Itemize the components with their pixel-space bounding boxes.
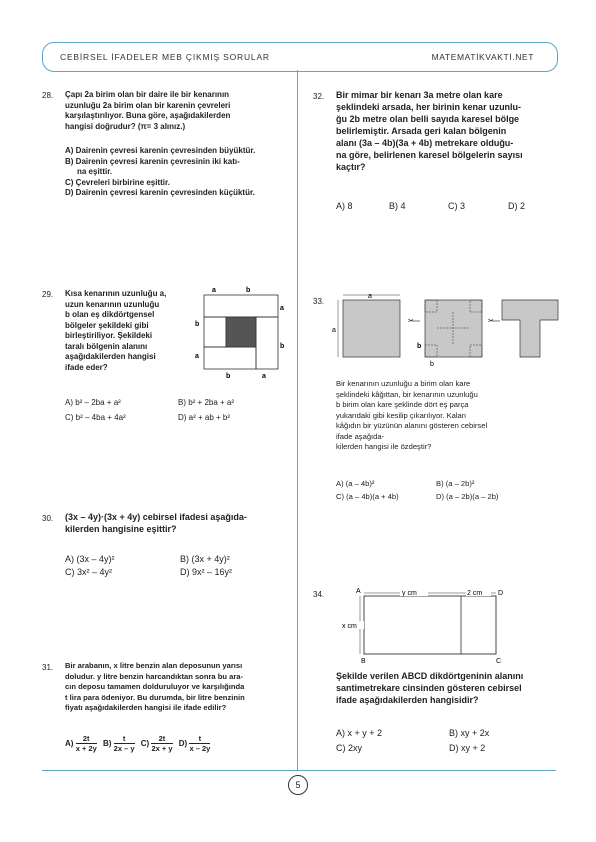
- q29-option-c[interactable]: C) b² – 4ba + 4a²: [65, 413, 126, 422]
- q34-vertex-a: A: [356, 588, 361, 595]
- q29-line: aşağıdakilerden hangisi: [65, 352, 156, 361]
- q33-line: yukarıdaki gibi kesilip çıkarılıyor. Kalan: [336, 410, 466, 420]
- q32-line: ğu 2b metre olan belli sayıda karesel bölge: [336, 114, 520, 124]
- q31-option-c[interactable]: [140, 734, 173, 753]
- svg-text:✂: ✂: [488, 318, 494, 325]
- q31-line: Bir arabanın, x litre benzin alan deposunun yarısı: [65, 661, 243, 670]
- q30-stem: [65, 511, 290, 535]
- q29-option-a[interactable]: A) b² – 2ba + a²: [65, 398, 121, 407]
- q31-option-label: D): [178, 738, 188, 748]
- q33-line: kâğıdın bir yüzünün alanını gösteren cebirsel: [336, 421, 488, 430]
- q31-fraction: [189, 734, 210, 753]
- q31-denominator: x – 2y: [189, 744, 211, 753]
- svg-text:✂: ✂: [408, 318, 414, 325]
- q32-line: Bir mimar bir kenarı 3a metre olan kare: [336, 90, 503, 100]
- q31-number: 31.: [42, 663, 54, 672]
- q31-denominator: 2x – y: [113, 744, 135, 753]
- q33-number: 33.: [313, 297, 325, 306]
- q32-option-b[interactable]: B) 4: [389, 201, 406, 211]
- q31-option-a[interactable]: [65, 734, 97, 753]
- q29-label-a: a: [195, 353, 199, 360]
- q31-option-label: C): [140, 738, 150, 748]
- q30-number: 30.: [42, 514, 54, 523]
- q33-label-a: a: [368, 293, 372, 300]
- q32-option-c[interactable]: C) 3: [448, 201, 466, 211]
- q31-stem: [65, 661, 290, 714]
- q31-line: doludur. y litre benzin harcandıktan sonra bu ara-: [65, 671, 244, 681]
- q28-line: hangisi doğrudur? (π= 3 alınız.): [65, 121, 186, 131]
- q28-option-b[interactable]: B) Dairenin çevresi karenin çevresinin iki katı-: [65, 156, 240, 166]
- q28-option-a[interactable]: A) Dairenin çevresi karenin çevresinden büyüktür.: [65, 146, 256, 155]
- q33-figure: [330, 290, 560, 370]
- q34-option-a[interactable]: A) x + y + 2: [336, 728, 383, 738]
- q34-vertex-b: B: [361, 658, 366, 665]
- q34-line: santimetrekare cinsinden gösteren cebirsel: [336, 683, 522, 693]
- q33-line: Bir kenarının uzunluğu a birim olan kare: [336, 379, 471, 388]
- q34-label-y: y cm: [402, 590, 417, 597]
- q28-number: 28.: [42, 91, 54, 100]
- q33-line: b birim olan kare şeklinde dört eş parça: [336, 400, 469, 409]
- q29-label-a: a: [262, 373, 266, 380]
- q33-line: şeklindeki kâğıttan, bir kenarının uzunluğu: [336, 389, 478, 399]
- q30-option-d[interactable]: D) 9x² – 16y²: [180, 567, 233, 577]
- q30-line: kilerden hangisine eşittir?: [65, 524, 177, 534]
- q34-vertex-c: C: [496, 658, 502, 665]
- q31-line: cın deposu tamamen dolduruluyor ve karşılığında: [65, 682, 245, 691]
- q28-option-d[interactable]: D) Dairenin çevresi karenin çevresinden küçüktür.: [65, 188, 255, 197]
- q29-label-a: a: [280, 305, 284, 312]
- q34-option-c[interactable]: C) 2xy: [336, 743, 363, 753]
- q31-denominator: 2x + y: [151, 744, 173, 753]
- q32-option-a[interactable]: A) 8: [336, 201, 353, 211]
- q29-stem: [65, 289, 200, 373]
- q32-line: şeklindeki arsada, her birinin kenar uzunlu-: [336, 102, 522, 112]
- q33-stem: [336, 379, 558, 453]
- q32-number: 32.: [313, 92, 325, 101]
- q33-option-c[interactable]: C) (a – 4b)(a + 4b): [336, 492, 399, 501]
- footer-line: [42, 770, 556, 771]
- q28-option-b-cont: na eşittir.: [77, 167, 113, 176]
- q31-numerator: 2t: [76, 734, 97, 744]
- q31-option-b[interactable]: [102, 734, 135, 753]
- q34-option-b[interactable]: B) xy + 2x: [449, 728, 490, 738]
- q32-line: na göre, belirlenen karesel bölgelerin sayısı: [336, 150, 523, 160]
- q31-line: fiyatı aşağıdakilerden hangisi ile ifade edilir?: [65, 703, 227, 712]
- q29-label-a: a: [212, 287, 216, 294]
- q30-option-c[interactable]: C) 3x² – 4y²: [65, 567, 113, 577]
- q28-options: [65, 146, 290, 199]
- q31-option-label: A): [65, 738, 74, 748]
- q31-denominator: x + 2y: [75, 744, 97, 753]
- q32-option-d[interactable]: D) 2: [508, 201, 526, 211]
- q30-option-a[interactable]: A) (3x – 4y)²: [65, 554, 115, 564]
- q34-stem: [336, 670, 558, 706]
- q29-line: ifade eder?: [65, 362, 108, 372]
- q31-option-d[interactable]: [178, 734, 211, 753]
- q34-number: 34.: [313, 590, 325, 599]
- q31-fraction: [114, 734, 135, 753]
- q33-label-a: a: [332, 327, 336, 334]
- q34-label-2: 2 cm: [467, 590, 483, 597]
- q29-line: taralı bölgenin alanını: [65, 341, 148, 351]
- page-number: 5: [288, 775, 308, 795]
- q29-label-b: b: [195, 321, 200, 328]
- q32-line: alanı (3a – 4b)(3a + 4b) metrekare olduğu-: [336, 138, 514, 148]
- q29-line: b olan eş dikdörtgensel: [65, 310, 155, 319]
- q29-line: Kısa kenarının uzunluğu a,: [65, 289, 167, 298]
- q33-line: ifade aşağıda-: [336, 431, 385, 441]
- q28-line: uzunluğu 2a birim olan bir karenin çevreleri: [65, 100, 231, 110]
- q31-numerator: 2t: [151, 734, 172, 744]
- column-divider: [297, 70, 298, 770]
- q30-line: (3x – 4y)·(3x + 4y) cebirsel ifadesi aşağıda-: [65, 512, 247, 522]
- q32-line: belirlemiştir. Arsada geri kalan bölgenin: [336, 126, 507, 136]
- q29-option-d[interactable]: D) a² + ab + b²: [178, 413, 231, 422]
- q34-option-d[interactable]: D) xy + 2: [449, 743, 486, 753]
- q31-numerator: t: [189, 734, 210, 744]
- q33-label-b: b: [417, 343, 422, 350]
- q32-stem: [336, 89, 558, 173]
- q29-label-b: b: [280, 343, 285, 350]
- q29-line: uzun kenarının uzunluğu: [65, 299, 160, 309]
- header-site: MATEMATİKVAKTİ.NET: [431, 52, 534, 62]
- q29-label-b: b: [246, 287, 251, 294]
- q34-label-x: x cm: [342, 623, 357, 630]
- q31-numerator: t: [114, 734, 135, 744]
- q30-option-b[interactable]: B) (3x + 4y)²: [180, 554, 230, 564]
- q31-fraction: [151, 734, 172, 753]
- q33-option-d[interactable]: D) (a – 2b)(a – 2b): [436, 492, 499, 501]
- q28-option-c[interactable]: C) Çevreleri birbirine eşittir.: [65, 177, 170, 187]
- q31-line: t lira para ödeniyor. Bu durumda, bir litre benzinin: [65, 692, 245, 702]
- header-title: CEBİRSEL İFADELER MEB ÇIKMIŞ SORULAR: [60, 52, 270, 62]
- q34-figure: [336, 583, 511, 668]
- q34-line: ifade aşağıdakilerden hangisidir?: [336, 695, 479, 705]
- q33-option-b[interactable]: B) (a – 2b)²: [436, 479, 475, 488]
- q28-line: karşılaştırılıyor. Buna göre, aşağıdakilerden: [65, 111, 231, 120]
- q31-fraction: [76, 734, 97, 753]
- q28-line: Çapı 2a birim olan bir daire ile bir kenarının: [65, 90, 230, 99]
- q33-option-a[interactable]: A) (a – 4b)²: [336, 479, 375, 488]
- q31-options: [65, 734, 295, 753]
- q29-line: bölgeler şekildeki gibi: [65, 320, 149, 330]
- q34-vertex-d: D: [498, 590, 504, 597]
- q33-label-b: b: [430, 361, 434, 368]
- q29-label-b: b: [226, 373, 231, 380]
- q34-line: Şekilde verilen ABCD dikdörtgeninin alanını: [336, 671, 524, 681]
- q29-line: birleştiriliyor. Şekildeki: [65, 331, 153, 340]
- q29-figure: [190, 282, 290, 382]
- q31-option-label: B): [102, 738, 112, 748]
- q33-line: kilerden hangisi ile özdeştir?: [336, 442, 432, 451]
- q32-line: kaçtır?: [336, 162, 366, 172]
- q29-option-b[interactable]: B) b² + 2ba + a²: [178, 398, 235, 407]
- q28-stem: [65, 90, 290, 132]
- q29-number: 29.: [42, 290, 54, 299]
